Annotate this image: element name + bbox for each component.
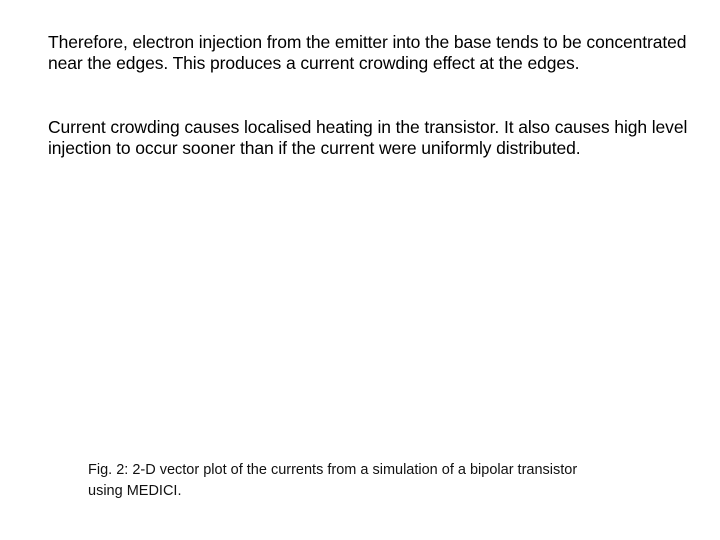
- body-paragraph-1: Therefore, electron injection from the emitter into the base tends to be concentrated near the edges. This produces a current crowding effect at the edges.: [48, 32, 687, 73]
- figure-caption: Fig. 2: 2-D vector plot of the currents from a simulation of a bipolar transistor using MEDICI.: [88, 462, 578, 499]
- body-paragraph-2: Current crowding causes localised heating in the transistor. It also causes high level injection to occur sooner than if the current were uniformly distributed.: [48, 117, 688, 158]
